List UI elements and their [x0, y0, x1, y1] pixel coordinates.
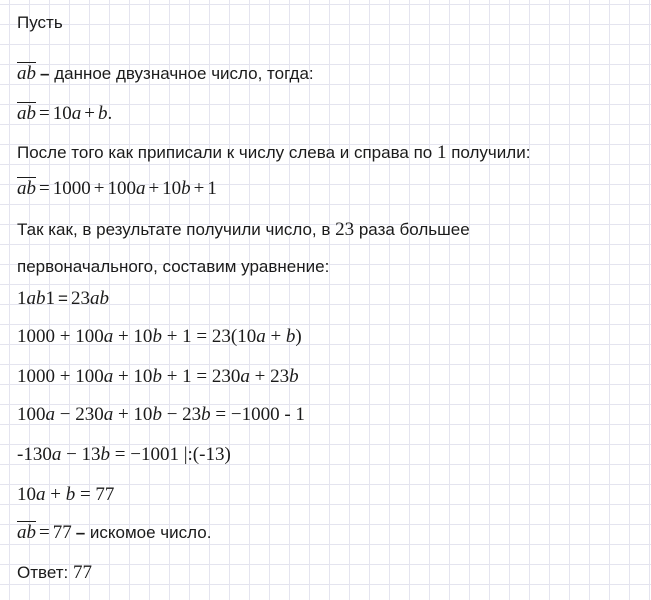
- equation-2: [17, 326, 302, 348]
- equals-sign: =: [39, 522, 50, 543]
- equation-6: [17, 484, 114, 506]
- eq-part: − 230: [55, 404, 104, 425]
- eq-part: +: [265, 326, 286, 347]
- append-text-part2: получили:: [446, 143, 531, 162]
- plus-sign: +: [193, 178, 205, 199]
- equation-5: [17, 444, 231, 466]
- var-a: a: [36, 484, 46, 505]
- var-b: b: [152, 366, 162, 387]
- coefficient-10: 10: [162, 178, 182, 199]
- eq-part: 1000 + 100: [17, 326, 104, 347]
- eq-part: + 1 = 230: [161, 366, 241, 387]
- equals-sign: =: [58, 289, 68, 308]
- var-ab: ab: [26, 288, 46, 309]
- overlined-ab: ab: [17, 63, 36, 84]
- number-one: 1: [437, 142, 447, 163]
- definition-line: [17, 62, 314, 85]
- coefficient: 10: [52, 103, 72, 124]
- overlined-ab: ab: [17, 178, 36, 199]
- number-77: 77: [52, 522, 72, 543]
- var-b: b: [65, 484, 76, 505]
- var-a: a: [240, 366, 250, 387]
- definition-text: данное двузначное число, тогда:: [49, 64, 314, 83]
- result-line: [17, 521, 211, 544]
- eq-part: − 23: [161, 404, 202, 425]
- number-23: 23: [70, 288, 90, 309]
- eq-part: 100: [17, 404, 46, 425]
- var-b: b: [285, 326, 296, 347]
- eq-part: + 1 = 23(10: [161, 326, 257, 347]
- eq-part: + 23: [249, 366, 290, 387]
- equation-1: [17, 288, 109, 310]
- equals-sign: =: [39, 103, 50, 124]
- plus-sign: +: [93, 178, 105, 199]
- answer-value: 77: [72, 562, 92, 583]
- eq-part: -130: [17, 444, 52, 465]
- overlined-ab: ab: [17, 522, 36, 543]
- var-a: a: [256, 326, 266, 347]
- equation-3: [17, 366, 299, 388]
- var-a: a: [103, 366, 114, 387]
- term-1: 1: [207, 178, 217, 199]
- var-a: a: [103, 404, 114, 425]
- var-a: a: [103, 326, 114, 347]
- overlined-ab: ab: [17, 103, 36, 124]
- equation-intro-text: первоначального, составим уравнение:: [17, 257, 330, 276]
- plus-sign: +: [148, 178, 160, 199]
- append-text-part1: После того как приписали к числу слева и справа по: [17, 143, 437, 162]
- digit-1: 1: [17, 288, 27, 309]
- eq-part: + 10: [113, 404, 153, 425]
- var-b: b: [100, 444, 111, 465]
- var-b: b: [152, 404, 162, 425]
- coefficient-100: 100: [107, 178, 136, 199]
- period: .: [107, 103, 113, 124]
- eq-part: 1000 + 100: [17, 366, 104, 387]
- var-b: b: [152, 326, 162, 347]
- intro-text: [17, 12, 63, 34]
- eq-part: + 10: [113, 326, 153, 347]
- ratio-text-part1: Так как, в результате получили число, в: [17, 220, 336, 239]
- intro-label: Пусть: [17, 13, 63, 32]
- new-number-formula: [17, 177, 217, 200]
- equals-sign: =: [39, 178, 50, 199]
- eq-part: 10: [17, 484, 36, 505]
- eq-part: +: [45, 484, 66, 505]
- answer-line: [17, 562, 92, 584]
- eq-part: = −1000 - 1: [210, 404, 305, 425]
- eq-part: + 10: [113, 366, 153, 387]
- equation-4: [17, 404, 305, 426]
- var-a: a: [71, 103, 82, 124]
- eq-part: = 77: [75, 484, 115, 505]
- equation-intro: [17, 256, 329, 278]
- term-1000: 1000: [52, 178, 91, 199]
- dash: –: [40, 64, 50, 83]
- var-b: b: [181, 178, 191, 199]
- var-a: a: [45, 404, 55, 425]
- number-23: 23: [335, 219, 355, 240]
- dash: –: [75, 523, 86, 542]
- eq-part: ): [295, 326, 302, 347]
- var-b: b: [289, 366, 299, 387]
- append-text: [17, 142, 530, 164]
- eq-part: = −1001 |:(-13): [110, 444, 231, 465]
- ratio-text-part2: раза большее: [354, 220, 470, 239]
- var-a: a: [51, 444, 62, 465]
- digit-1: 1: [45, 288, 55, 309]
- result-text: искомое число.: [85, 523, 212, 542]
- var-a: a: [135, 178, 146, 199]
- answer-label: Ответ:: [17, 563, 73, 582]
- plus-sign: +: [84, 103, 95, 124]
- ratio-text: [17, 219, 470, 241]
- var-b: b: [201, 404, 211, 425]
- var-ab: ab: [89, 288, 109, 309]
- var-b: b: [97, 103, 108, 124]
- expansion-formula: [17, 102, 112, 125]
- eq-part: − 13: [61, 444, 101, 465]
